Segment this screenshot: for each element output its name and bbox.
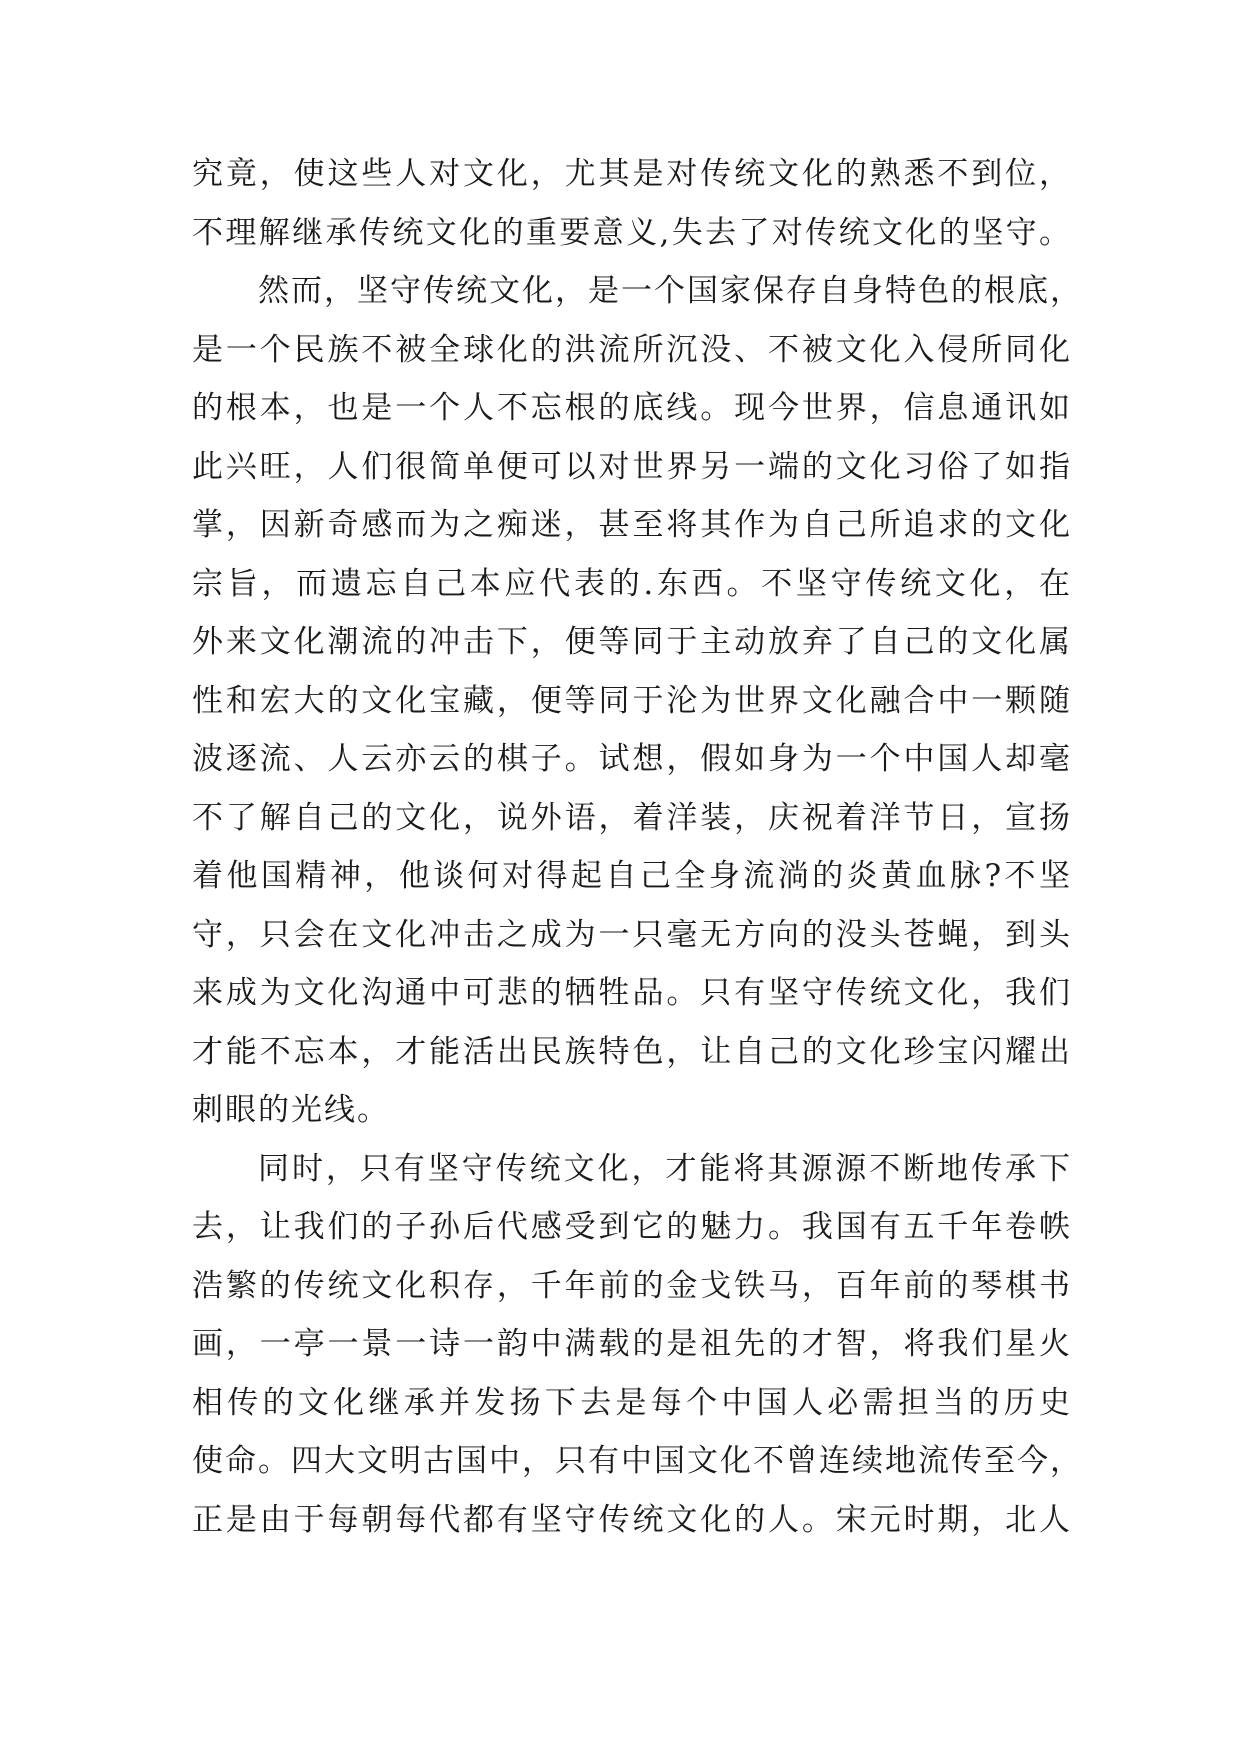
text-line: 不了解自己的文化，说外语，着洋装，庆祝着洋节日，宣扬 (192, 799, 1072, 836)
text-line: 究竟，使这些人对文化，尤其是对传统文化的熟悉不到位， (192, 156, 1072, 192)
text-line: 掌，因新奇感而为之痴迷，甚至将其作为自己所追求的文化 (192, 507, 1072, 543)
text-line: 波逐流、人云亦云的棋子。试想，假如身为一个中国人却毫 (192, 741, 1072, 777)
text-line: 此兴旺，人们很简单便可以对世界另一端的文化习俗了如指 (192, 448, 1072, 485)
text-line: 使命。四大文明古国中，只有中国文化不曾连续地流传至今， (192, 1443, 1083, 1479)
text-line: 外来文化潮流的冲击下，便等同于主动放弃了自己的文化属 (192, 624, 1072, 660)
text-line: 去，让我们的子孙后代感受到它的魅力。我国有五千年卷帙 (192, 1209, 1072, 1245)
paragraph-end-line: 刺眼的光线。 (192, 1092, 390, 1128)
text-line: 画，一亭一景一诗一韵中满载的是祖先的才智，将我们星火 (192, 1326, 1072, 1362)
text-line: 浩繁的传统文化积存，千年前的金戈铁马，百年前的琴棋书 (192, 1267, 1072, 1304)
text-line: 的根本，也是一个人不忘根的底线。现今世界，信息通讯如 (192, 390, 1072, 426)
text-line: 相传的文化继承并发扬下去是每个中国人必需担当的历史 (192, 1384, 1072, 1421)
text-line: 是一个民族不被全球化的洪流所沉没、不被文化入侵所同化 (192, 331, 1072, 368)
text-line: 不理解继承传统文化的重要意义,失去了对传统文化的坚守。 (192, 214, 1072, 251)
text-line: 守，只会在文化冲击之成为一只毫无方向的没头苍蝇，到头 (192, 916, 1072, 953)
text-line: 来成为文化沟通中可悲的牺牲品。只有坚守传统文化，我们 (192, 975, 1072, 1011)
text-line: 着他国精神，他谈何对得起自己全身流淌的炎黄血脉?不坚 (192, 858, 1072, 894)
text-line: 才能不忘本，才能活出民族特色，让自己的文化珍宝闪耀出 (192, 1033, 1072, 1070)
essay-text (192, 145, 1083, 1549)
text-line: 性和宏大的文化宝藏，便等同于沦为世界文化融合中一颗随 (192, 682, 1072, 719)
paragraph-start-line: 然而，坚守传统文化，是一个国家保存自身特色的根底， (258, 273, 1083, 309)
text-line: 宗旨，而遗忘自己本应代表的.东西。不坚守传统文化，在 (192, 565, 1072, 602)
text-line: 正是由于每朝每代都有坚守传统文化的人。宋元时期，北人 (192, 1501, 1072, 1538)
paragraph-start-line: 同时，只有坚守传统文化，才能将其源源不断地传承下 (258, 1150, 1072, 1187)
